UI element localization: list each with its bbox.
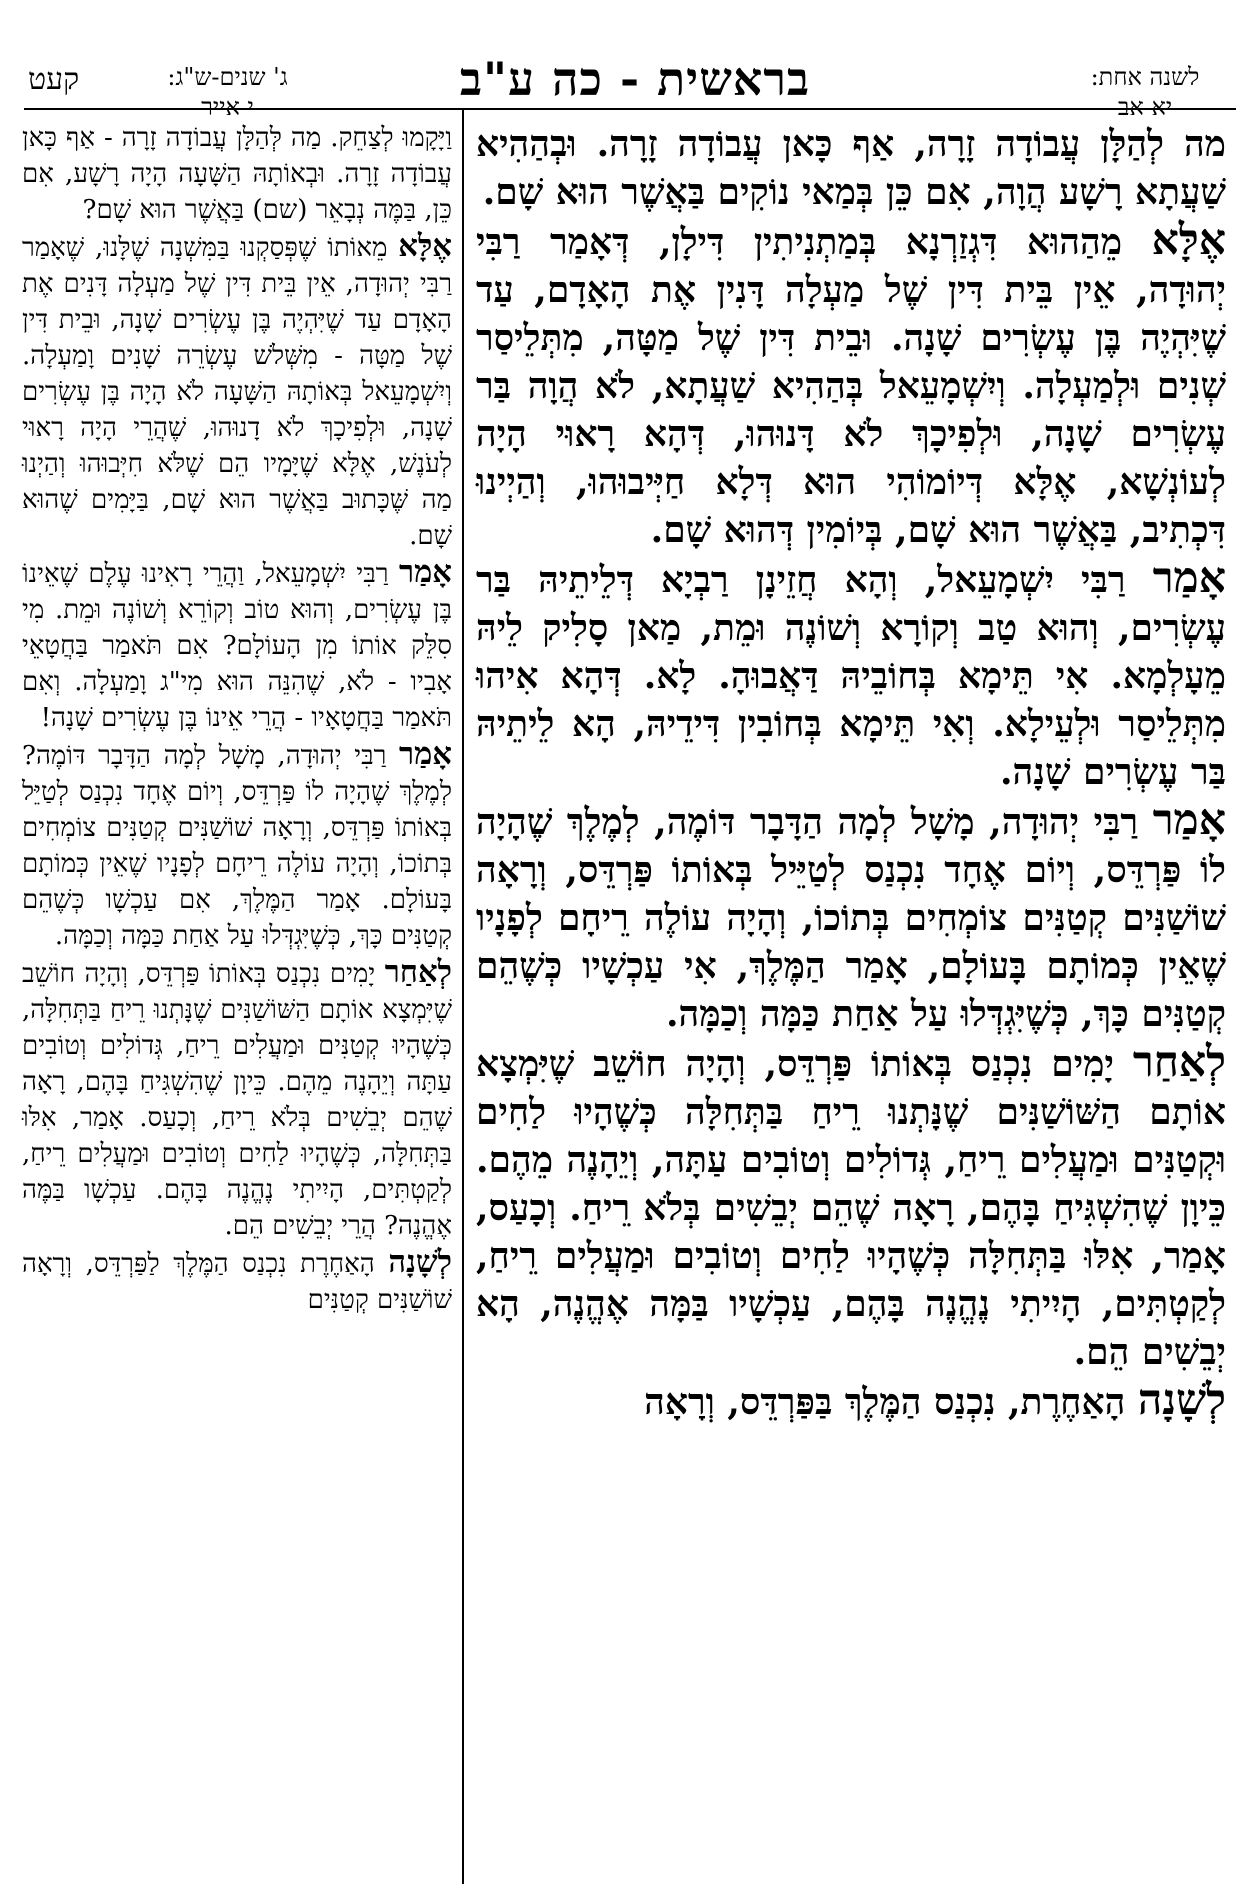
paragraph-text: רַבִּי יִשְׁמָעֵאל, וְהָא חֲזֵינָן רַבְיָא דְּלֵיתֵיהּ בַּר עֶשְׂרִים, וְהוּא טַב וְקוֹרָא וְשׁוֹנֶה וּמֵת, מַאן סָלִיק לֵיהּ מֵעָלְמָא. אִי תֵּימָא בְּחוֹבֵיהּ דַּאֲבוּהָ. לָא. דְּהָא אִיהוּ מִתְּלֵיסַר וּלְעֵילָא. וְאִי תֵּימָא בְּחוֹבִין דִּידֵיהּ, הָא לֵיתֵיהּ בַּר עֶשְׂרִים שָׁנָה. (476, 559, 1226, 793)
paragraph-text: יָמִים נִכְנַס בְּאוֹתוֹ פַּרְדֵּס, וְהָיָה חוֹשֵׁב שֶׁיִּמְצָא אוֹתָם הַשּׁוֹשַׁנִּים שֶׁנָּתְנוּ רֵיחַ בַּתְּחִלָּה, כְּשֶׁהָיוּ קְטַנִּים וּמַעֲלִים רֵיחַ, גְּדוֹלִים וְטוֹבִים עַתָּה וְיֵהָנֶה מֵהֶם. כֵּיוָן שֶׁהִשְׁגִּיחַ בָּהֶם, רָאָה שֶׁהֵם יְבֵשִׁים בְּלֹא רֵיחַ, וְכָעַס. אָמַר, אִלּוּ בַּתְּחִלָּה, כְּשֶׁהָיוּ לַחִים וְטוֹבִים וּמַעֲלִים רֵיחַ, לְקַטְתִּים, הָיִיתִי נֶהֱנֶה בָּהֶם. עַכְשָׁו בַּמֶּה אֶהֱנֶה? הֲרֵי יְבֵשִׁים הֵם. (22, 959, 452, 1241)
paragraph (476, 554, 1226, 796)
paragraph-text: וַיָּקָמוּ לְצַחֵק. מַה לְּהַלָּן עֲבוֹדָה זָרָה - אַף כָּאן עֲבוֹדָה זָרָה. וּבְאוֹתָהּ הַשָּׁעָה הָיָה רָשָׁע, אִם כֵּן, בַּמֶּה נְבָאֵר (שם) בַּאֲשֶׁר הוּא שָׁם? (22, 123, 452, 225)
opening-word: אָמַר (1152, 553, 1226, 603)
paragraph (22, 228, 452, 554)
opening-word: לְשָׁנָה (388, 1244, 452, 1280)
page-number: קעט (28, 62, 80, 97)
main-text-column (476, 120, 1226, 1426)
paragraph (476, 796, 1226, 1038)
paragraph (22, 954, 452, 1244)
header-divider (24, 108, 1236, 110)
paragraph (22, 554, 452, 736)
paragraph-text: רַבִּי יְהוּדָה, מָשָׁל לְמָה הַדָּבָר דּוֹמֶה? לְמֶלֶךְ שֶׁהָיָה לוֹ פַּרְדֵּס, וְיוֹם אֶחָד נִכְנַס לְטַיֵּל בְּאוֹתוֹ פַּרְדֵּס, וְרָאָה שׁוֹשַׁנִּים קְטַנִּים צוֹמְחִים בְּתוֹכוֹ, וְהָיָה עוֹלֶה רֵיחָם לְפָנָיו שֶׁאֵין כְּמוֹתָם בָּעוֹלָם. אָמַר הַמֶּלֶךְ, אִם עַכְשָׁו כְּשֶׁהֵם קְטַנִּים כָּךְ, כְּשֶׁיִּגְדְּלוּ עַל אַחַת כַּמָּה וְכַמָּה. (22, 741, 452, 951)
paragraph-text: מֵאוֹתוֹ שֶׁפְּסַקְנוּ בַּמִּשְׁנָה שֶׁלָּנוּ, שֶׁאָמַר רַבִּי יְהוּדָה, אֵין בֵּית דִּין שֶׁל מַעְלָה דָּנִים אֶת הָאָדָם עַד שֶׁיִּהְיֶה בֶּן עֶשְׂרִים שָׁנָה, וּבֵית דִּין שֶׁל מַטָּה - מִשְּׁלֹשׁ עֶשְׂרֵה שָׁנִים וָמַעְלָה. וְיִשְׁמָעֵאל בְּאוֹתָהּ הַשָּׁעָה לֹא הָיָה בֶּן עֶשְׂרִים שָׁנָה, וּלְפִיכָךְ לֹא דָנוּהוּ, שֶׁהֲרֵי הָיָה רָאוּי לְעֹנֶשׁ, אֶלָּא שֶׁיָּמָיו הֵם שֶׁלֹּא חִיְּבוּהוּ וְהַיְנוּ מַה שֶּׁכָּתוּב בַּאֲשֶׁר הוּא שָׁם, בַּיָּמִים שֶׁהוּא שָׁם. (22, 233, 452, 551)
one-year-schedule (1055, 62, 1235, 122)
schedule-label: ג' שנים-ש"ג: (167, 63, 288, 91)
page-header (0, 0, 1253, 121)
three-year-schedule (135, 62, 320, 122)
schedule-label: לשנה אחת: (1090, 63, 1200, 91)
paragraph-text: מה לְהַלָּן עֲבוֹדָה זָרָה, אַף כָּאן עֲבוֹדָה זָרָה. וּבְהַהִיא שַׁעֲתָא רָשָׁע הֲוָה, אִם כֵּן בְּמַאי נוֹקִים בַּאֲשֶׁר הוּא שָׁם. (476, 123, 1226, 213)
opening-word: אָמַר (399, 554, 452, 590)
opening-word: לְאַחַר (1132, 1037, 1226, 1087)
paragraph-text: רַבִּי יִשְׁמָעֵאל, וַהֲרֵי רָאִינוּ עֶלֶם שֶׁאֵינוֹ בֶּן עֶשְׂרִים, וְהוּא טוֹב וְקוֹרֵא וְשׁוֹנֶה וּמֵת. מִי סִלֵּק אוֹתוֹ מִן הָעוֹלָם? אִם תֹּאמַר בַּחֲטָאֵי אָבִיו - לֹא, שֶׁהִנֵּה הוּא מִי"ג וָמַעְלָה. וְאִם תֹּאמַר בַּחֲטָאָיו - הֲרֵי אֵינוֹ בֶּן עֶשְׂרִים שָׁנָה! (22, 559, 452, 733)
translation-column (22, 120, 452, 1318)
opening-word: אֶלָּא (1151, 215, 1226, 265)
paragraph (22, 736, 452, 954)
paragraph-text: יָמִים נִכְנַס בְּאוֹתוֹ פַּרְדֵּס, וְהָיָה חוֹשֵׁב שֶׁיִּמְצָא אוֹתָם הַשּׁוֹשַׁנִּים שֶׁנָּתְנוּ רֵיחַ בַּתְּחִלָּה כְּשֶׁהָיוּ לַחִים וּקְטַנִּים וּמַעֲלִים רֵיחַ, גְּדוֹלִים וְטוֹבִים עַתָּה, וְיֵהָנֶה מֵהֶם. כֵּיוָן שֶׁהִשְׁגִּיחַ בָּהֶם, רָאָה שֶׁהֵם יְבֵשִׁים בְּלֹא רֵיחַ. וְכָעַס, אָמַר, אִלּוּ בַּתְּחִלָּה כְּשֶׁהָיוּ לַחִים וְטוֹבִים וּמַעֲלִים רֵיחַ, לְקַטְתִּים, הָיִיתִי נֶהֱנֶה בָּהֶם, עַכְשָׁיו בַּמָּה אֶהֱנֶה, הָא יְבֵשִׁים הֵם. (476, 1043, 1226, 1373)
opening-word: לְשָׁנָה (1137, 1375, 1226, 1425)
paragraph-text: הָאַחֶרֶת, נִכְנַס הַמֶּלֶךְ בַּפַּרְדֵּס, וְרָאָה (644, 1381, 1138, 1423)
paragraph-text: מֵהַהוּא דִּגְזַרְנָא בְּמַתְנִיתִין דִּילָן, דְּאָמַר רַבִּי יְהוּדָה, אֵין בֵּית דִּין שֶׁל מַעְלָה דָּנִין אֶת הָאָדָם, עַד שֶׁיִּהְיֶה בֶּן עֶשְׂרִים שָׁנָה. וּבֵית דִּין שֶׁל מַטָּה, מִתְּלֵיסַר שְׁנִים וּלְמַעְלָה. וְיִשְׁמָעֵאל בְּהַהִיא שַׁעֲתָא, לֹא הֲוָה בַּר עֶשְׂרִים שָׁנָה, וּלְפִיכָךְ לֹא דָּנוּהוּ, דְּהָא רָאוּי הָיָה לְעוֹנְשָׁא, אֶלָּא דְּיוֹמוֹהִי הוּא דְּלָא חַיְּיבוּהוּ, וְהַיְינוּ דִּכְתִיב, בַּאֲשֶׁר הוּא שָׁם, בְּיוֹמִין דְּהוּא שָׁם. (476, 221, 1226, 551)
opening-word: אָמַר (399, 736, 452, 772)
paragraph (476, 120, 1226, 216)
paragraph-text: הָאַחֶרֶת נִכְנַס הַמֶּלֶךְ לַפַּרְדֵּס, וְרָאָה שׁוֹשַׁנִּים קְטַנִּים (22, 1249, 452, 1315)
schedule-date: י אייר (201, 93, 254, 121)
opening-word: אָמַר (1152, 795, 1226, 845)
opening-word: אֶלָּא (398, 228, 452, 264)
paragraph (476, 216, 1226, 554)
page-title: בראשית - כה ע"ב (459, 52, 811, 106)
paragraph (476, 1038, 1226, 1376)
paragraph (22, 120, 452, 228)
schedule-date: יא אב (1117, 93, 1173, 121)
paragraph (476, 1376, 1226, 1426)
paragraph (22, 1244, 452, 1318)
paragraph-text: רַבִּי יְהוּדָה, מָשָׁל לְמָה הַדָּבָר דּוֹמֶה, לְמֶלֶךְ שֶׁהָיָה לוֹ פַּרְדֵּס, וְיוֹם אֶחָד נִכְנַס לְטַיֵּיל בְּאוֹתוֹ פַּרְדֵּס, וְרָאָה שׁוֹשַׁנִּים קְטַנִּים צוֹמְחִים בְּתוֹכוֹ, וְהָיָה עוֹלֶה רֵיחָם לְפָנָיו שֶׁאֵין כְּמוֹתָם בָּעוֹלָם, אָמַר הַמֶּלֶךְ, אִי עַכְשָׁיו כְּשֶׁהֵם קְטַנִּים כָּךְ, כְּשֶׁיִּגְדְּלוּ עַל אַחַת כַּמָּה וְכַמָּה. (476, 801, 1226, 1035)
opening-word: לְאַחַר (384, 954, 452, 990)
column-divider (462, 108, 464, 1884)
